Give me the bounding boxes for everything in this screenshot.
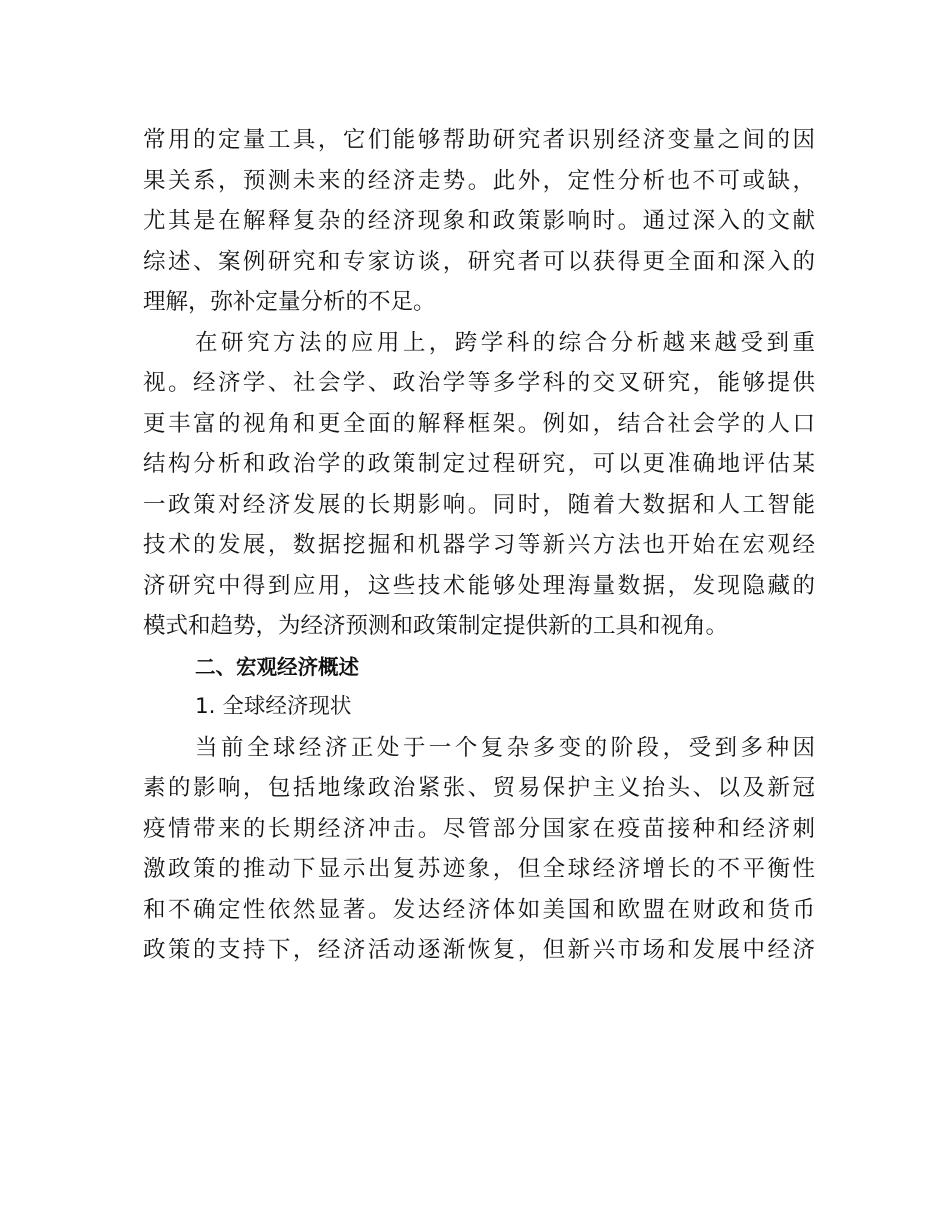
text-line: 技术的发展，数据挖掘和机器学习等新兴方法也开始在宏观经 <box>143 532 815 558</box>
text-line: 视。经济学、社会学、政治学等多学科的交叉研究，能够提供 <box>143 370 815 396</box>
text-line: 尤其是在解释复杂的经济现象和政策影响时。通过深入的文献 <box>143 208 815 234</box>
text-line: 政策的支持下，经济活动逐渐恢复，但新兴市场和发展中经济 <box>143 937 815 963</box>
text-line: 模式和趋势，为经济预测和政策制定提供新的工具和视角。 <box>143 613 729 639</box>
text-line: 果关系，预测未来的经济走势。此外，定性分析也不可或缺， <box>143 167 815 194</box>
text-line: 疫情带来的长期经济冲击。尽管部分国家在疫苗接种和经济刺 <box>143 815 815 842</box>
text-line: 在研究方法的应用上，跨学科的综合分析越来越受到重 <box>195 329 815 356</box>
paragraph-interdisciplinary <box>143 323 815 647</box>
text-line: 常用的定量工具，它们能够帮助研究者识别经济变量之间的因 <box>143 127 815 153</box>
text-line: 一政策对经济发展的长期影响。同时，随着大数据和人工智能 <box>143 491 815 518</box>
text-line: 和不确定性依然显著。发达经济体如美国和欧盟在财政和货币 <box>143 896 815 923</box>
document-body <box>143 120 815 971</box>
text-line: 当前全球经济正处于一个复杂多变的阶段，受到多种因 <box>195 734 815 761</box>
section-heading: 二、宏观经济概述 <box>195 654 359 679</box>
paragraph-methods-tools <box>143 120 815 323</box>
subsection-heading: 1. 全球经济现状 <box>195 694 352 719</box>
text-line: 素的影响，包括地缘政治紧张、贸易保护主义抬头、以及新冠 <box>143 775 815 801</box>
text-line: 更丰富的视角和更全面的解释框架。例如，结合社会学的人口 <box>143 410 815 437</box>
text-line: 结构分析和政治学的政策制定过程研究，可以更准确地评估某 <box>143 451 815 477</box>
text-line: 综述、案例研究和专家访谈，研究者可以获得更全面和深入的 <box>143 248 815 275</box>
text-line: 激政策的推动下显示出复苏迹象，但全球经济增长的不平衡性 <box>143 856 815 882</box>
text-line: 理解，弥补定量分析的不足。 <box>143 289 436 315</box>
paragraph-global-economy <box>143 728 815 971</box>
text-line: 济研究中得到应用，这些技术能够处理海量数据，发现隐藏的 <box>143 572 815 599</box>
